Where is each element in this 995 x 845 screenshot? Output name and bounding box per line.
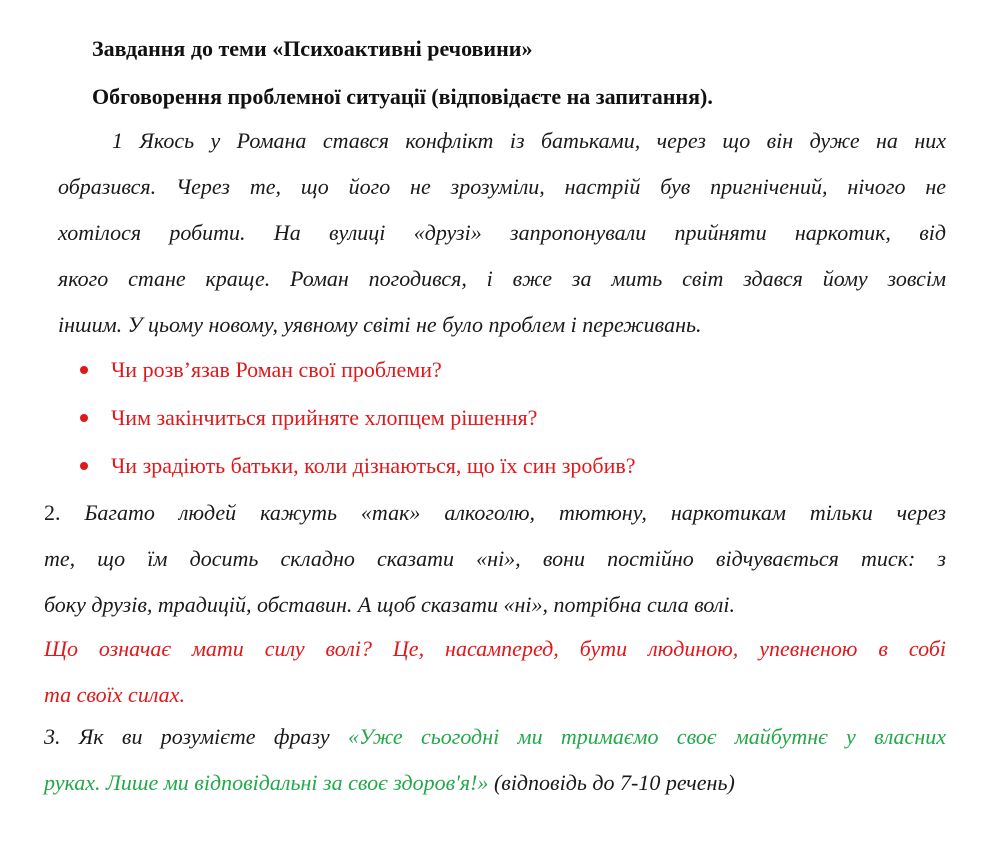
situation-1-paragraph	[58, 118, 946, 348]
situation-1-line: іншим. У цьому новому, уявному світі не було проблем і переживань.	[58, 312, 702, 337]
situation-2-line	[44, 490, 946, 536]
question-text: Чи зрадіють батьки, коли дізнаються, що їх син зробив?	[111, 453, 636, 478]
situation-1-line: якого стане краще. Роман погодився, і вже за мить світ здався йому зовсім	[58, 266, 946, 291]
situation-1-line: образився. Через те, що його не зрозуміли, настрій був пригнічений, нічого не	[58, 174, 946, 199]
willpower-paragraph	[44, 626, 946, 718]
situation-2-line: те, що їм досить складно сказати «ні», вони постійно відчувається тиск: з	[44, 546, 946, 571]
willpower-line: Що означає мати силу волі? Це, насамперед, бути людиною, упевненою в собі	[44, 636, 946, 661]
question-item	[78, 396, 636, 444]
question-item	[78, 444, 636, 492]
task-3-suffix: (відповідь до 7-10 речень)	[488, 770, 735, 795]
situation-1-line: хотілося робити. На вулиці «друзі» запропонували прийняти наркотик, від	[58, 220, 946, 245]
willpower-line: та своїх силах.	[44, 682, 185, 707]
task-3-quote: «Уже сьогодні ми тримаємо своє майбутнє у власних	[348, 724, 946, 749]
task-3-paragraph	[44, 714, 946, 806]
bullet-icon	[80, 462, 88, 470]
task-3-line	[44, 760, 946, 806]
situation-2-paragraph	[44, 490, 946, 628]
situation-1-line: 1 Якось у Романа стався конфлікт із батьками, через що він дуже на них	[112, 128, 946, 153]
question-text: Чим закінчиться прийняте хлопцем рішення?	[111, 405, 538, 430]
bullet-icon	[80, 366, 88, 374]
task-3-line	[44, 714, 946, 760]
task-3-quote: руках. Лише ми відповідальні за своє здоров'я!»	[44, 770, 489, 795]
task-3-intro: 3. Як ви розумієте фразу	[44, 724, 349, 749]
situation-2-text: Багато людей кажуть «так» алкоголю, тютюну, наркотикам тільки через	[60, 500, 946, 525]
situation-2-number: 2.	[44, 500, 61, 525]
situation-2-line: боку друзів, традицій, обставин. А щоб сказати «ні», потрібна сила волі.	[44, 592, 736, 617]
bullet-icon	[80, 414, 88, 422]
question-list	[78, 348, 636, 492]
section-subtitle: Обговорення проблемної ситуації (відповідаєте на запитання).	[92, 84, 713, 109]
question-text: Чи розв’язав Роман свої проблеми?	[111, 357, 442, 382]
question-item	[78, 348, 636, 396]
document-title: Завдання до теми «Психоактивні речовини»	[92, 36, 533, 61]
